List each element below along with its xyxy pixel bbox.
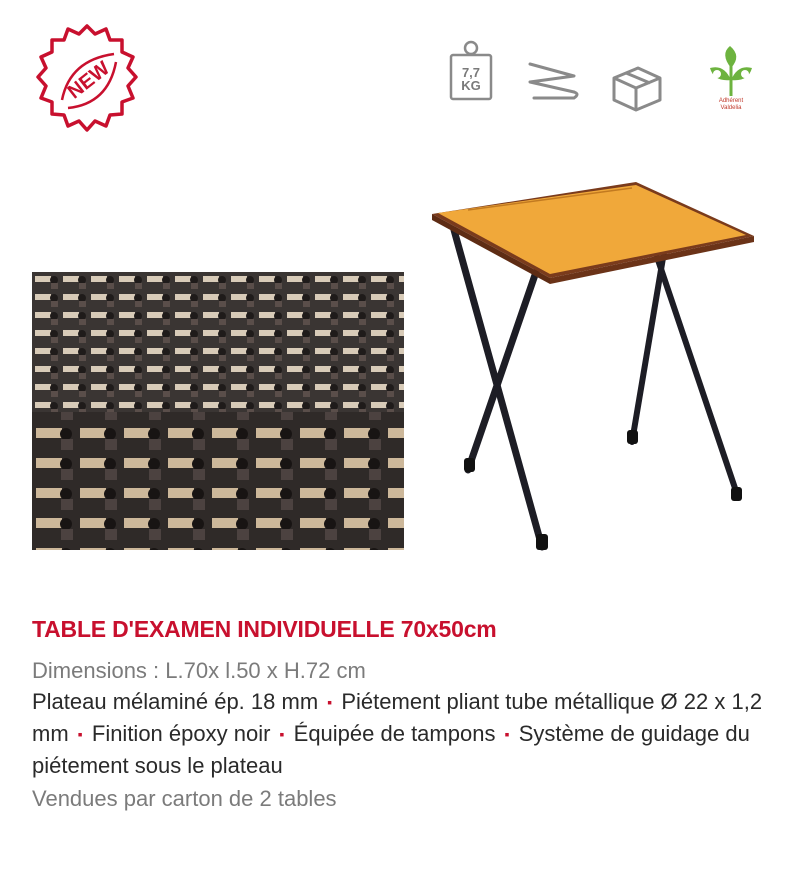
sold-by-note: Vendues par carton de 2 tables (32, 786, 337, 811)
exam-desk-image (428, 172, 758, 557)
desc-part: Équipée de tampons (293, 721, 496, 746)
bullet-separator: ▪ (504, 726, 510, 742)
foldable-icon (524, 58, 582, 102)
desc-part: Piétement pliant tube métallique Ø 22 x 1,2 mm (32, 689, 763, 746)
new-badge-label: NEW (63, 57, 114, 104)
new-badge (28, 20, 146, 138)
desc-part: Finition époxy noir (91, 721, 271, 746)
weight-unit: KG (461, 78, 481, 93)
leaf-caption-line2: Valdelia (720, 105, 742, 111)
product-info (32, 616, 772, 814)
product-dimensions: Dimensions : L.70x l.50 x H.72 cm (32, 658, 366, 683)
leaf-caption (696, 98, 766, 112)
box-icon (606, 58, 668, 116)
feature-icons (446, 40, 776, 120)
weight-label (452, 66, 490, 92)
desc-part: Plateau mélaminé ép. 18 mm (32, 689, 319, 714)
desc-part: Système de guidage du piétement sous le plateau (32, 721, 750, 778)
eco-leaf-icon (696, 46, 766, 120)
product-title: TABLE D'EXAMEN INDIVIDUELLE 70x50cm (32, 616, 497, 642)
exam-hall-photo (32, 272, 404, 550)
weight-value: 7,7 (461, 65, 481, 80)
weight-icon (446, 40, 496, 112)
bullet-separator: ▪ (77, 726, 83, 742)
bullet-separator: ▪ (327, 694, 333, 710)
product-description (32, 686, 772, 781)
bullet-separator: ▪ (279, 726, 285, 742)
leaf-caption-line1: Adhérent (718, 98, 744, 104)
